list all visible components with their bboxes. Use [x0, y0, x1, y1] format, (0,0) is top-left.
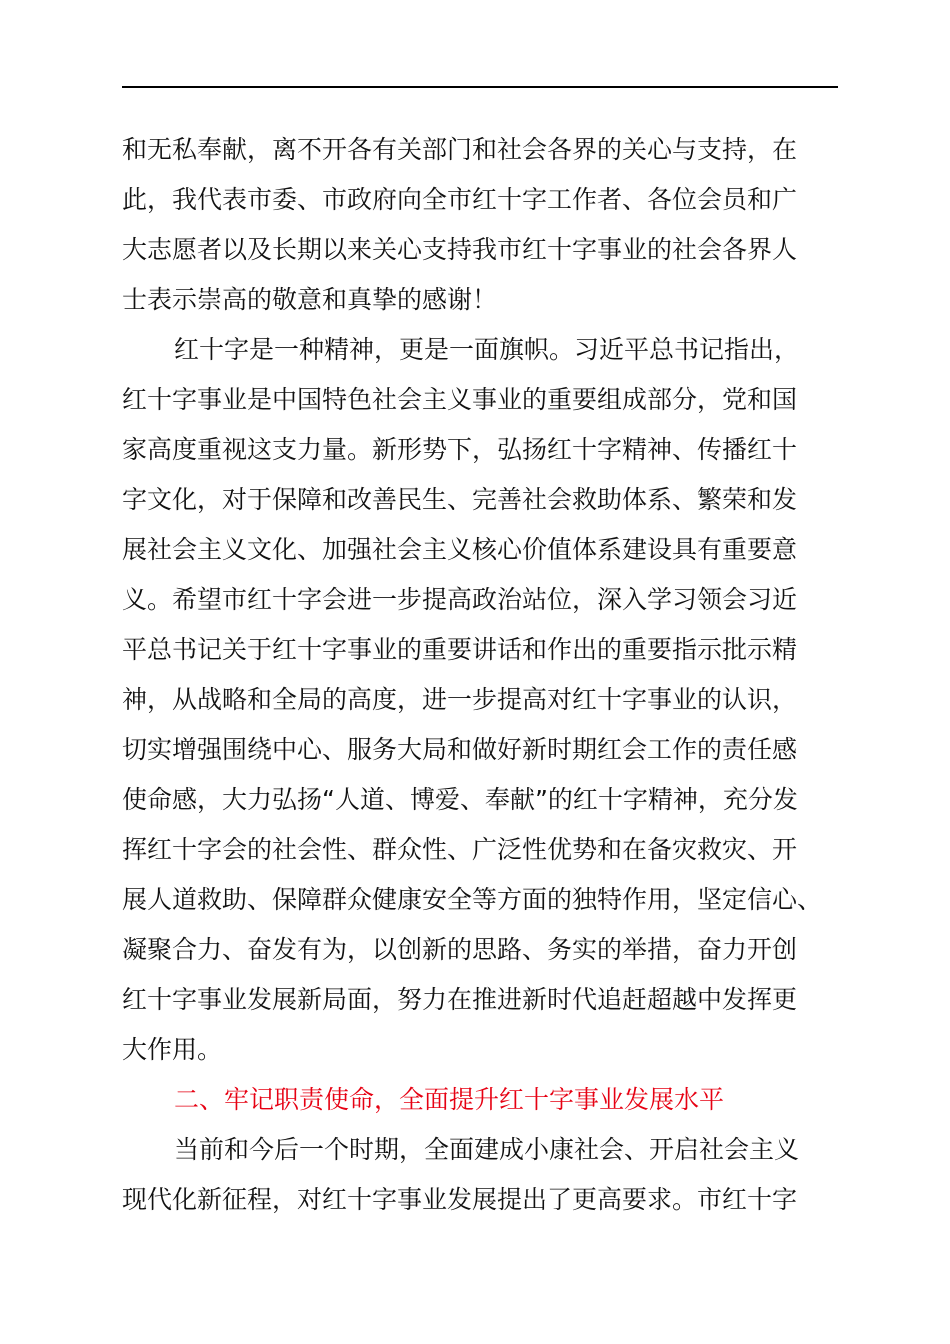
body-line: 字文化，对于保障和改善民生、完善社会救助体系、繁荣和发 — [122, 485, 798, 514]
body-line: 切实增强围绕中心、服务大局和做好新时期红会工作的责任感 — [122, 735, 798, 764]
paragraph-start-line: 红十字是一种精神，更是一面旗帜。习近平总书记指出， — [174, 335, 800, 364]
body-line: 和无私奉献，离不开各有关部门和社会各界的关心与支持，在 — [122, 135, 798, 164]
body-line: 大志愿者以及长期以来关心支持我市红十字事业的社会各界人 — [122, 235, 798, 264]
section-heading: 二、牢记职责使命，全面提升红十字事业发展水平 — [174, 1085, 725, 1114]
body-line: 平总书记关于红十字事业的重要讲话和作出的重要指示批示精 — [122, 635, 798, 664]
document-body — [122, 125, 838, 1225]
body-line: 士表示崇高的敬意和真挚的感谢！ — [122, 285, 498, 314]
body-line: 凝聚合力、奋发有为，以创新的思路、务实的举措，奋力开创 — [122, 935, 798, 964]
paragraph-start-line: 当前和今后一个时期，全面建成小康社会、开启社会主义 — [174, 1135, 800, 1164]
body-line: 展社会主义文化、加强社会主义核心价值体系建设具有重要意 — [122, 535, 798, 564]
body-line: 现代化新征程，对红十字事业发展提出了更高要求。市红十字 — [122, 1185, 798, 1214]
header-rule — [122, 86, 838, 88]
body-line: 此，我代表市委、市政府向全市红十字工作者、各位会员和广 — [122, 185, 798, 214]
body-line: 使命感，大力弘扬“人道、博爱、奉献”的红十字精神，充分发 — [122, 785, 798, 814]
body-line: 挥红十字会的社会性、群众性、广泛性优势和在备灾救灾、开 — [122, 835, 798, 864]
body-line: 大作用。 — [122, 1035, 223, 1064]
body-line: 红十字事业发展新局面，努力在推进新时代追赶超越中发挥更 — [122, 985, 798, 1014]
body-line: 展人道救助、保障群众健康安全等方面的独特作用，坚定信心、 — [122, 885, 823, 914]
body-line: 家高度重视这支力量。新形势下，弘扬红十字精神、传播红十 — [122, 435, 798, 464]
body-line: 神，从战略和全局的高度，进一步提高对红十字事业的认识， — [122, 685, 798, 714]
body-line: 义。希望市红十字会进一步提高政治站位，深入学习领会习近 — [122, 585, 798, 614]
body-line: 红十字事业是中国特色社会主义事业的重要组成部分，党和国 — [122, 385, 798, 414]
